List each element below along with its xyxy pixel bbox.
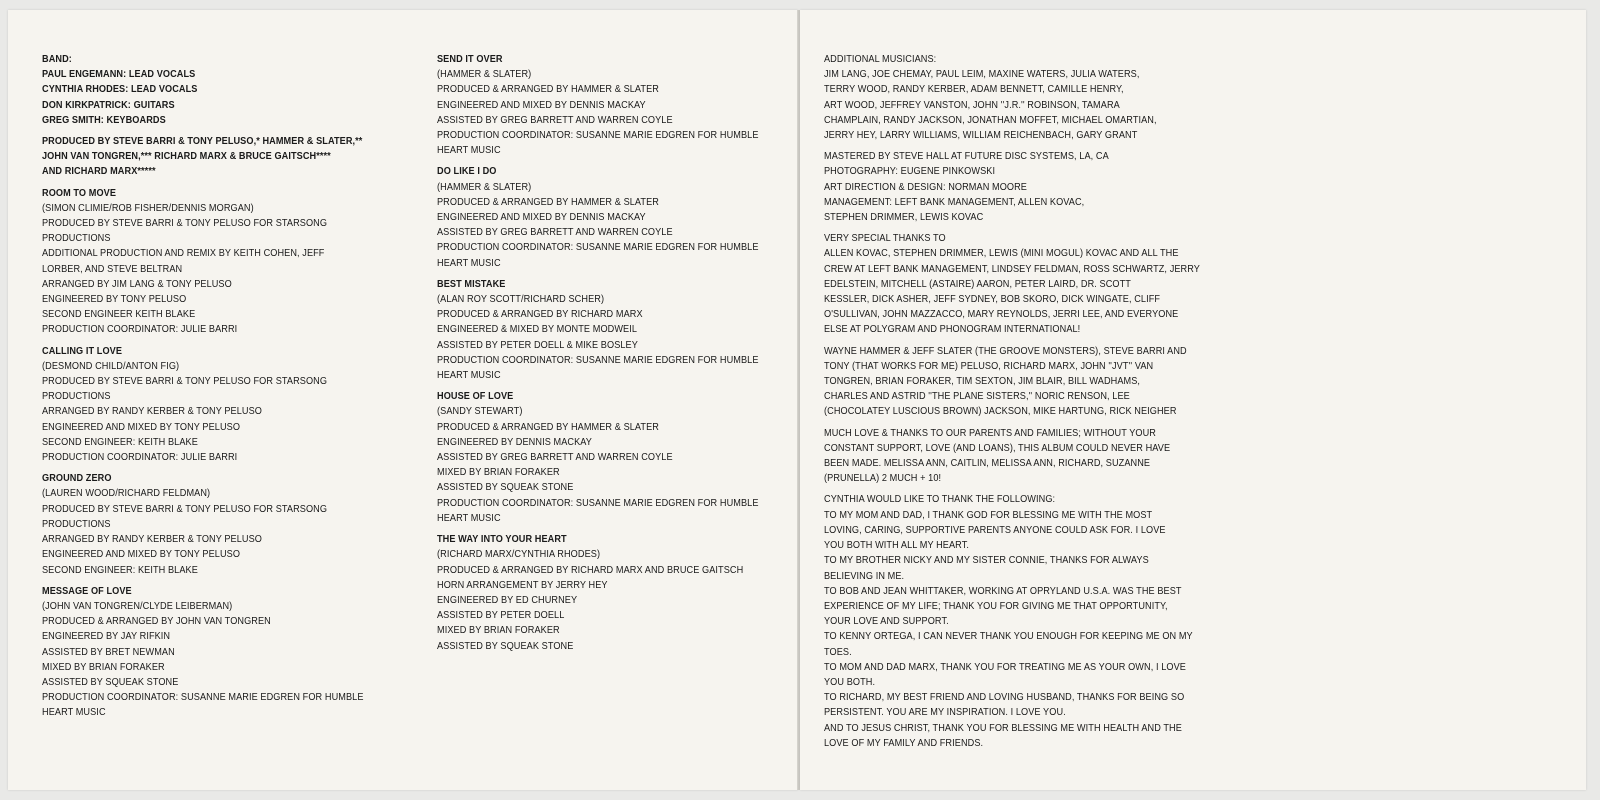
credit-line: (SANDY STEWART) — [437, 406, 523, 418]
thanks-list — [824, 52, 1229, 751]
credit-line: (HAMMER & SLATER) — [437, 181, 532, 193]
thanks-line: MUCH LOVE & THANKS TO OUR PARENTS AND FAMILIES; WITHOUT YOUR — [824, 427, 1156, 439]
credit-line: HEART MUSIC — [437, 512, 501, 524]
band-member: GREG SMITH: KEYBOARDS — [42, 114, 166, 126]
track-title: DO LIKE I DO — [437, 166, 497, 178]
credit-line: SECOND ENGINEER KEITH BLAKE — [42, 309, 196, 321]
track-title: GROUND ZERO — [42, 473, 112, 485]
thanks-paragraph — [824, 149, 1229, 225]
thanks-line: WAYNE HAMMER & JEFF SLATER (THE GROOVE MONSTERS), STEVE BARRI AND — [824, 345, 1187, 357]
track-credit — [437, 164, 798, 270]
thanks-line: TO MOM AND DAD MARX, THANK YOU FOR TREATING ME AS YOUR OWN, I LOVE — [824, 661, 1186, 673]
track-credit — [437, 532, 798, 654]
thanks-column — [824, 52, 1229, 757]
thanks-line: LOVING, CARING, SUPPORTIVE PARENTS ANYONE COULD ASK FOR. I LOVE — [824, 524, 1166, 536]
thanks-line: EXPERIENCE OF MY LIFE; THANK YOU FOR GIVING ME THAT OPPORTUNITY, — [824, 600, 1168, 612]
track-title: HOUSE OF LOVE — [437, 391, 514, 403]
band-member: PAUL ENGEMANN: LEAD VOCALS — [42, 69, 196, 81]
track-credit — [42, 584, 420, 721]
credit-line: ENGINEERED & MIXED BY MONTE MODWEIL — [437, 324, 638, 336]
thanks-line: JERRY HEY, LARRY WILLIAMS, WILLIAM REICHENBACH, GARY GRANT — [824, 130, 1138, 142]
thanks-line: CHAMPLAIN, RANDY JACKSON, JONATHAN MOFFET, MICHAEL OMARTIAN, — [824, 114, 1157, 126]
producers-line: AND RICHARD MARX***** — [42, 166, 156, 178]
thanks-line: PHOTOGRAPHY: EUGENE PINKOWSKI — [824, 166, 996, 178]
track-credit — [42, 344, 420, 466]
credit-line: ASSISTED BY BRET NEWMAN — [42, 646, 175, 658]
thanks-line: KESSLER, DICK ASHER, JEFF SYDNEY, BOB SKORO, DICK WINGATE, CLIFF — [824, 294, 1161, 306]
credit-line: PRODUCED & ARRANGED BY HAMMER & SLATER — [437, 84, 659, 96]
thanks-line: TO MY MOM AND DAD, I THANK GOD FOR BLESSING ME WITH THE MOST — [824, 509, 1153, 521]
thanks-line: CYNTHIA WOULD LIKE TO THANK THE FOLLOWING: — [824, 494, 1056, 506]
credit-line: ASSISTED BY SQUEAK STONE — [437, 640, 574, 652]
thanks-line: ELSE AT POLYGRAM AND PHONOGRAM INTERNATIONAL! — [824, 324, 1081, 336]
track-credit — [437, 277, 798, 383]
credit-line: ASSISTED BY PETER DOELL & MIKE BOSLEY — [437, 339, 638, 351]
credit-line: HEART MUSIC — [42, 707, 106, 719]
track-title: CALLING IT LOVE — [42, 345, 123, 357]
credit-line: ENGINEERED BY JAY RIFKIN — [42, 631, 171, 643]
credit-line: HORN ARRANGEMENT BY JERRY HEY — [437, 579, 608, 591]
credit-line: HEART MUSIC — [437, 370, 501, 382]
credit-line: MIXED BY BRIAN FORAKER — [42, 661, 165, 673]
thanks-paragraph — [824, 426, 1229, 487]
track-credits-list — [42, 186, 420, 721]
credit-line: PRODUCTION COORDINATOR: JULIE BARRI — [42, 452, 238, 464]
credit-line: ENGINEERED BY TONY PELUSO — [42, 294, 187, 306]
credit-line: ASSISTED BY SQUEAK STONE — [437, 482, 574, 494]
thanks-line: ALLEN KOVAC, STEPHEN DRIMMER, LEWIS (MINI MOGUL) KOVAC AND ALL THE — [824, 248, 1179, 260]
credit-line: ASSISTED BY SQUEAK STONE — [42, 676, 179, 688]
credit-line: ASSISTED BY PETER DOELL — [437, 610, 565, 622]
track-title: SEND IT OVER — [437, 54, 503, 65]
credit-line: MIXED BY BRIAN FORAKER — [437, 467, 560, 479]
thanks-line: TONY (THAT WORKS FOR ME) PELUSO, RICHARD MARX, JOHN ''JVT'' VAN — [824, 360, 1154, 372]
thanks-line: TONGREN, BRIAN FORAKER, TIM SEXTON, JIM BLAIR, BILL WADHAMS, — [824, 376, 1141, 388]
thanks-line: (CHOCOLATEY LUSCIOUS BROWN) JACKSON, MIKE HARTUNG, RICK NEIGHER — [824, 406, 1177, 418]
credit-line: PRODUCED & ARRANGED BY RICHARD MARX AND BRUCE GAITSCH — [437, 564, 744, 576]
band-member: DON KIRKPATRICK: GUITARS — [42, 99, 175, 111]
thanks-line: BELIEVING IN ME. — [824, 570, 905, 582]
credit-line: PRODUCED & ARRANGED BY HAMMER & SLATER — [437, 196, 659, 208]
credit-line: PRODUCTION COORDINATOR: SUSANNE MARIE EDGREN FOR HUMBLE — [437, 497, 759, 509]
credit-line: PRODUCED & ARRANGED BY RICHARD MARX — [437, 309, 643, 321]
band-heading: BAND: — [42, 54, 72, 65]
thanks-line: CONSTANT SUPPORT, LOVE (AND LOANS), THIS ALBUM COULD NEVER HAVE — [824, 442, 1171, 454]
thanks-line: MANAGEMENT: LEFT BANK MANAGEMENT, ALLEN KOVAC, — [824, 196, 1085, 208]
credit-line: (SIMON CLIMIE/ROB FISHER/DENNIS MORGAN) — [42, 202, 254, 214]
credit-line: SECOND ENGINEER: KEITH BLAKE — [42, 564, 198, 576]
credit-line: ASSISTED BY GREG BARRETT AND WARREN COYLE — [437, 114, 673, 126]
thanks-line: TO RICHARD, MY BEST FRIEND AND LOVING HUSBAND, THANKS FOR BEING SO — [824, 692, 1185, 704]
credit-line: (LAUREN WOOD/RICHARD FELDMAN) — [42, 488, 211, 500]
credit-line: ASSISTED BY GREG BARRETT AND WARREN COYLE — [437, 452, 673, 464]
track-credit — [437, 389, 798, 526]
track-credits-list — [437, 52, 798, 654]
credit-line: PRODUCTION COORDINATOR: SUSANNE MARIE EDGREN FOR HUMBLE — [437, 242, 759, 254]
thanks-line: YOUR LOVE AND SUPPORT. — [824, 616, 949, 628]
thanks-line: TO BOB AND JEAN WHITTAKER, WORKING AT OPRYLAND U.S.A. WAS THE BEST — [824, 585, 1182, 597]
thanks-line: BEEN MADE. MELISSA ANN, CAITLIN, MELISSA ANN, RICHARD, SUZANNE — [824, 458, 1151, 470]
credit-line: (JOHN VAN TONGREN/CLYDE LEIBERMAN) — [42, 600, 233, 612]
credits-column-2 — [437, 52, 798, 660]
credit-line: PRODUCTION COORDINATOR: SUSANNE MARIE EDGREN FOR HUMBLE — [437, 354, 759, 366]
credit-line: ENGINEERED BY ED CHURNEY — [437, 594, 578, 606]
credit-line: PRODUCTION COORDINATOR: JULIE BARRI — [42, 324, 238, 336]
credit-line: (HAMMER & SLATER) — [437, 69, 532, 81]
credit-line: HEART MUSIC — [437, 145, 501, 157]
credit-line: (DESMOND CHILD/ANTON FIG) — [42, 360, 180, 372]
thanks-line: STEPHEN DRIMMER, LEWIS KOVAC — [824, 212, 984, 224]
credit-line: HEART MUSIC — [437, 257, 501, 269]
track-credit — [42, 471, 420, 577]
thanks-line: JIM LANG, JOE CHEMAY, PAUL LEIM, MAXINE WATERS, JULIA WATERS, — [824, 69, 1140, 81]
thanks-paragraph — [824, 344, 1229, 420]
thanks-line: CHARLES AND ASTRID ''THE PLANE SISTERS,'' NORIC RENSON, LEE — [824, 391, 1130, 403]
track-title: ROOM TO MOVE — [42, 187, 117, 199]
credit-line: PRODUCED BY STEVE BARRI & TONY PELUSO FOR STARSONG — [42, 503, 328, 515]
credit-line: PRODUCED BY STEVE BARRI & TONY PELUSO FOR STARSONG — [42, 218, 328, 230]
band-block — [42, 52, 420, 128]
credit-line: ENGINEERED AND MIXED BY TONY PELUSO — [42, 421, 241, 433]
track-title: MESSAGE OF LOVE — [42, 585, 132, 597]
thanks-line: YOU BOTH. — [824, 676, 876, 688]
thanks-line: VERY SPECIAL THANKS TO — [824, 233, 946, 245]
credit-line: PRODUCED BY STEVE BARRI & TONY PELUSO FOR STARSONG — [42, 376, 328, 388]
thanks-line: AND TO JESUS CHRIST, THANK YOU FOR BLESSING ME WITH HEALTH AND THE — [824, 722, 1182, 734]
thanks-paragraph — [824, 492, 1229, 750]
credit-line: PRODUCTION COORDINATOR: SUSANNE MARIE EDGREN FOR HUMBLE — [42, 692, 364, 704]
thanks-line: ART DIRECTION & DESIGN: NORMAN MOORE — [824, 181, 1028, 193]
credit-line: ENGINEERED AND MIXED BY DENNIS MACKAY — [437, 99, 646, 111]
thanks-line: (PRUNELLA) 2 MUCH + 10! — [824, 473, 942, 485]
thanks-line: TERRY WOOD, RANDY KERBER, ADAM BENNETT, CAMILLE HENRY, — [824, 84, 1124, 96]
credits-column-1 — [42, 52, 420, 727]
credit-line: ARRANGED BY RANDY KERBER & TONY PELUSO — [42, 406, 262, 418]
track-title: THE WAY INTO YOUR HEART — [437, 534, 567, 546]
producers-line: JOHN VAN TONGREN,*** RICHARD MARX & BRUCE GAITSCH**** — [42, 151, 331, 163]
thanks-line: TO KENNY ORTEGA, I CAN NEVER THANK YOU ENOUGH FOR KEEPING ME ON MY — [824, 631, 1193, 643]
thanks-line: ADDITIONAL MUSICIANS: — [824, 54, 937, 65]
credit-line: ARRANGED BY RANDY KERBER & TONY PELUSO — [42, 534, 262, 546]
credit-line: (ALAN ROY SCOTT/RICHARD SCHER) — [437, 294, 605, 306]
credit-line: PRODUCED & ARRANGED BY JOHN VAN TONGREN — [42, 616, 271, 628]
credit-line: ENGINEERED BY DENNIS MACKAY — [437, 436, 592, 448]
credit-line: SECOND ENGINEER: KEITH BLAKE — [42, 436, 198, 448]
credit-line: PRODUCTIONS — [42, 233, 111, 245]
thanks-paragraph — [824, 231, 1229, 337]
credit-line: ENGINEERED AND MIXED BY DENNIS MACKAY — [437, 212, 646, 224]
credit-line: MIXED BY BRIAN FORAKER — [437, 625, 560, 637]
thanks-line: MASTERED BY STEVE HALL AT FUTURE DISC SYSTEMS, LA, CA — [824, 151, 1109, 163]
band-member: CYNTHIA RHODES: LEAD VOCALS — [42, 84, 198, 96]
thanks-line: YOU BOTH WITH ALL MY HEART. — [824, 540, 969, 552]
thanks-paragraph — [824, 52, 1229, 143]
credit-line: PRODUCTION COORDINATOR: SUSANNE MARIE EDGREN FOR HUMBLE — [437, 130, 759, 142]
thanks-line: TOES. — [824, 646, 852, 658]
credit-line: (RICHARD MARX/CYNTHIA RHODES) — [437, 549, 601, 561]
credit-line: PRODUCTIONS — [42, 391, 111, 403]
track-title: BEST MISTAKE — [437, 278, 506, 290]
credit-line: ADDITIONAL PRODUCTION AND REMIX BY KEITH COHEN, JEFF — [42, 248, 325, 260]
producers-block — [42, 134, 420, 180]
credit-line: ASSISTED BY GREG BARRETT AND WARREN COYLE — [437, 227, 673, 239]
credit-line: LORBER, AND STEVE BELTRAN — [42, 263, 183, 275]
thanks-line: TO MY BROTHER NICKY AND MY SISTER CONNIE, THANKS FOR ALWAYS — [824, 555, 1149, 567]
credit-line: PRODUCED & ARRANGED BY HAMMER & SLATER — [437, 421, 659, 433]
track-credit — [437, 52, 798, 158]
credit-line: PRODUCTIONS — [42, 518, 111, 530]
thanks-line: ART WOOD, JEFFREY VANSTON, JOHN ''J.R.'' ROBINSON, TAMARA — [824, 99, 1120, 111]
thanks-line: LOVE OF MY FAMILY AND FRIENDS. — [824, 737, 984, 749]
credit-line: ENGINEERED AND MIXED BY TONY PELUSO — [42, 549, 241, 561]
thanks-line: PERSISTENT. YOU ARE MY INSPIRATION. I LOVE YOU. — [824, 707, 1066, 719]
thanks-line: CREW AT LEFT BANK MANAGEMENT, LINDSEY FELDMAN, ROSS SCHWARTZ, JERRY — [824, 263, 1200, 275]
thanks-line: O'SULLIVAN, JOHN MAZZACCO, MARY REYNOLDS, JERRI LEE, AND EVERYONE — [824, 309, 1179, 321]
thanks-line: EDELSTEIN, MITCHELL (ASTAIRE) AARON, PETER LAIRD, DR. SCOTT — [824, 278, 1131, 290]
track-credit — [42, 186, 420, 338]
producers-line: PRODUCED BY STEVE BARRI & TONY PELUSO,* HAMMER & SLATER,** — [42, 136, 363, 148]
credit-line: ARRANGED BY JIM LANG & TONY PELUSO — [42, 278, 232, 290]
